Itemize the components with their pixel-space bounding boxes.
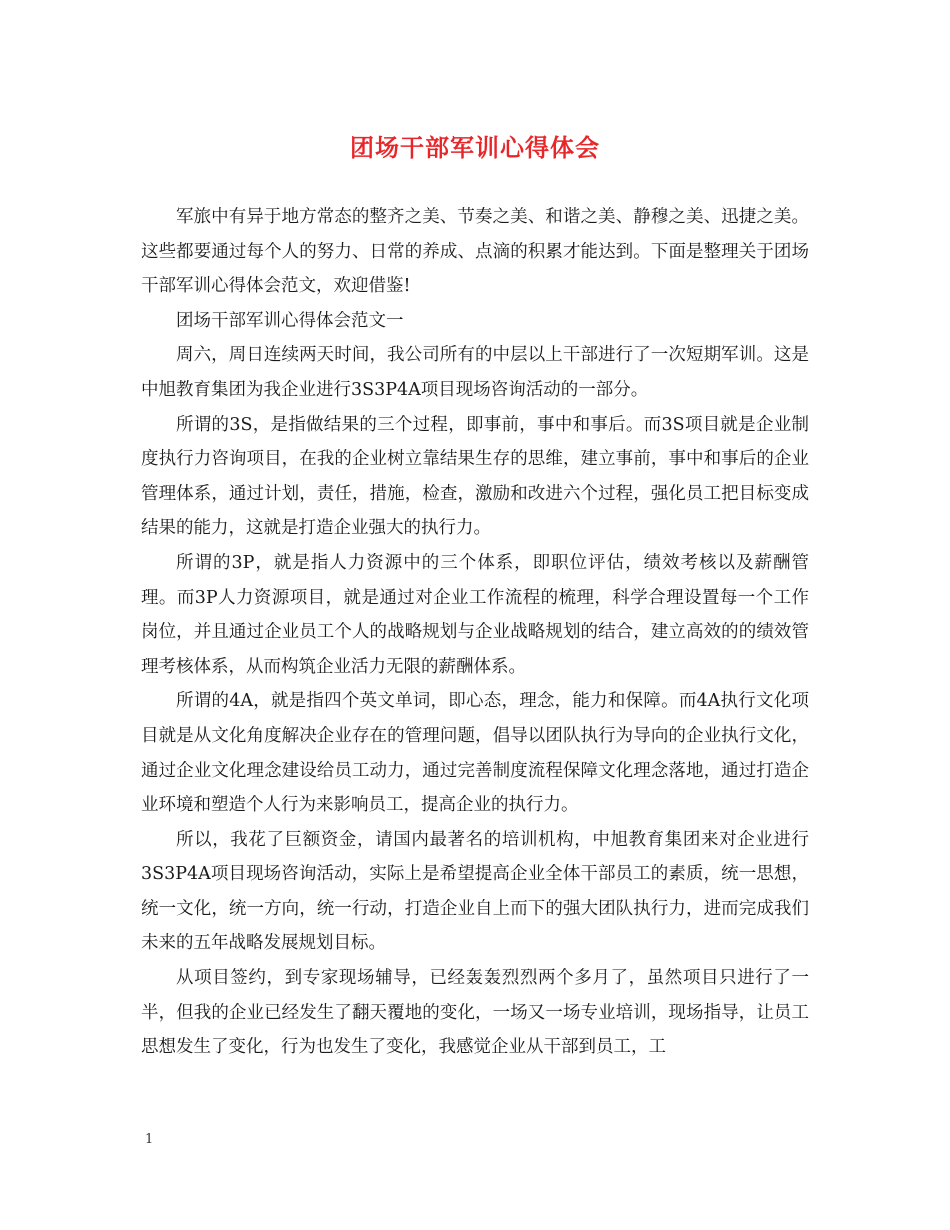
page-number: 1 <box>145 1132 154 1147</box>
paragraph-4a: 所谓的4A，就是指四个英文单词，即心态，理念，能力和保障。而4A执行文化项目就是从文化角度解决企业存在的管理问题，倡导以团队执行为导向的企业执行文化，通过企业文化理念建设给员工动力，通过完善制度流程保障文化理念落地，通过打造企业环境和塑造个人行为来影响员工，提高企业的执行力。 <box>141 691 809 816</box>
paragraph-3s: 所谓的3S，是指做结果的三个过程，即事前，事中和事后。而3S项目就是企业制度执行力咨询项目，在我的企业树立靠结果生存的思维，建立事前，事中和事后的企业管理体系，通过计划，责任，措施，检查，激励和改进六个过程，强化员工把目标变成结果的能力，这就是打造企业强大的执行力。 <box>141 414 809 539</box>
paragraph-intro: 军旅中有异于地方常态的整齐之美、节奏之美、和谐之美、静穆之美、迅捷之美。这些都要通过每个人的努力、日常的养成、点滴的积累才能达到。下面是整理关于团场干部军训心得体会范文，欢迎借鉴! <box>141 207 809 297</box>
paragraph-training: 周六，周日连续两天时间，我公司所有的中层以上干部进行了一次短期军训。这是中旭教育集团为我企业进行3S3P4A项目现场咨询活动的一部分。 <box>141 345 809 400</box>
document-body <box>141 200 809 1065</box>
paragraph-progress: 从项目签约，到专家现场辅导，已经轰轰烈烈两个多月了，虽然项目只进行了一半，但我的企业已经发生了翻天覆地的变化，一场又一场专业培训，现场指导，让员工思想发生了变化，行为也发生了变化，我感觉企业从干部到员工，工 <box>141 968 809 1058</box>
document-title: 团场干部军训心得体会 <box>350 133 600 162</box>
paragraph-investment: 所以，我花了巨额资金，请国内最著名的培训机构，中旭教育集团来对企业进行3S3P4A项目现场咨询活动，实际上是希望提高企业全体干部员工的素质，统一思想，统一文化，统一方向，统一行动，打造企业自上而下的强大团队执行力，进而完成我们未来的五年战略发展规划目标。 <box>141 829 809 954</box>
paragraph-3p: 所谓的3P，就是指人力资源中的三个体系，即职位评估，绩效考核以及薪酬管理。而3P人力资源项目，就是通过对企业工作流程的梳理，科学合理设置每一个工作岗位，并且通过企业员工个人的战略规划与企业战略规划的结合，建立高效的的绩效管理考核体系，从而构筑企业活力无限的薪酬体系。 <box>141 552 809 677</box>
paragraph-subheading: 团场干部军训心得体会范文一 <box>176 310 404 331</box>
